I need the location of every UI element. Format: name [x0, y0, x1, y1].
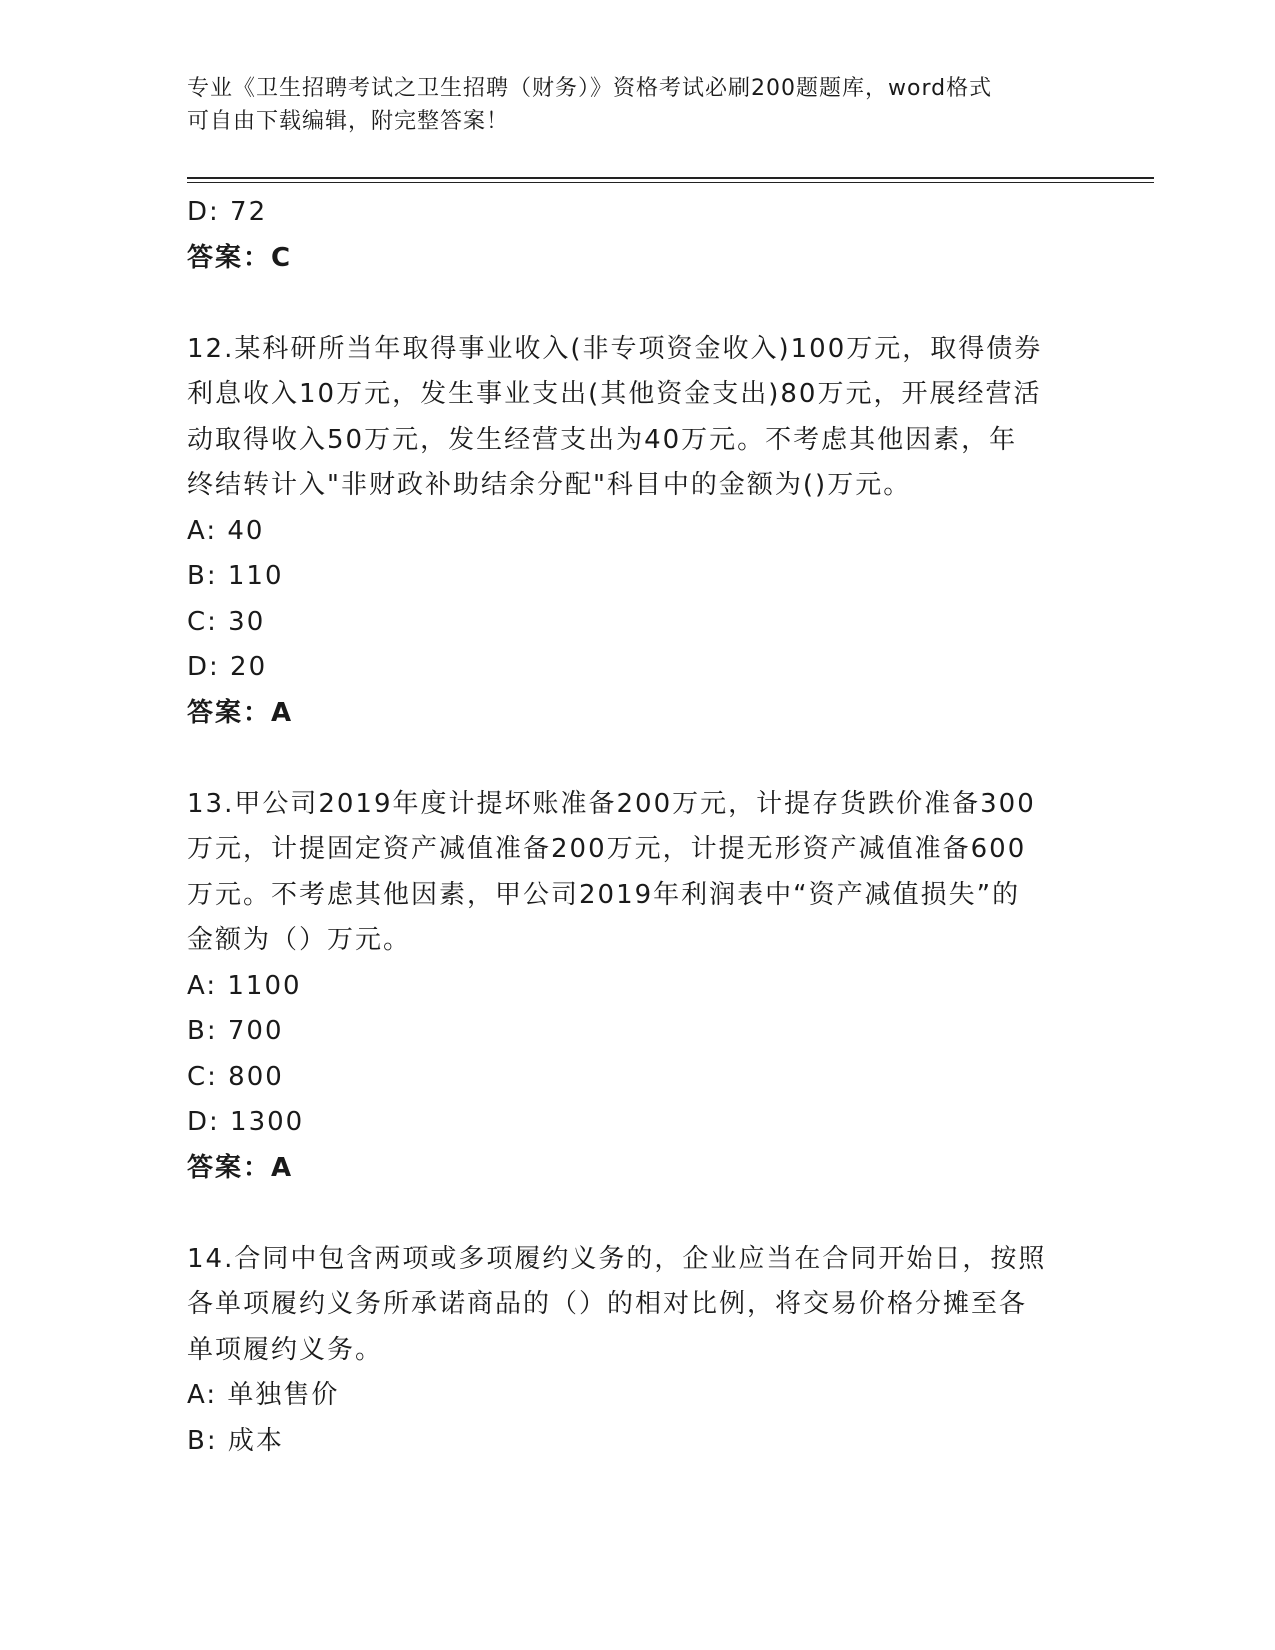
header-line-2: 可自由下载编辑，附完整答案！ — [187, 109, 510, 134]
previous-question-tail — [187, 190, 1087, 281]
option-b: B: 110 — [187, 561, 284, 591]
option-b: B: 成本 — [187, 1425, 284, 1456]
answer: 答案：A — [187, 1152, 294, 1183]
option-b: B: 700 — [187, 1016, 284, 1046]
option-c: C: 800 — [187, 1061, 284, 1092]
question-text-line: 利息收入10万元，发生事业支出(其他资金支出)80万元，开展经营活 — [187, 379, 1042, 409]
option-a: A: 40 — [187, 515, 265, 546]
answer: 答案：C — [187, 242, 293, 273]
page-header — [187, 72, 1067, 138]
question-text-line: 14.合同中包含两项或多项履约义务的，企业应当在合同开始日，按照 — [187, 1243, 1047, 1274]
option-d: D: 1300 — [187, 1107, 305, 1137]
header-rule-thick — [187, 177, 1154, 179]
question-text-line: 各单项履约义务所承诺商品的（）的相对比例，将交易价格分摊至各 — [187, 1289, 1028, 1319]
option-d: D: 72 — [187, 197, 268, 227]
question-text-line: 单项履约义务。 — [187, 1334, 384, 1365]
option-d: D: 20 — [187, 652, 268, 682]
question-text-line: 终结转计入"非财政补助结余分配"科目中的金额为()万元。 — [187, 470, 912, 500]
option-a: A: 1100 — [187, 970, 302, 1001]
answer: 答案：A — [187, 697, 294, 728]
question-text-line: 万元。不考虑其他因素，甲公司2019年利润表中“资产减值损失”的 — [187, 879, 1021, 910]
option-c: C: 30 — [187, 606, 266, 637]
header-line-1: 专业《卫生招聘考试之卫生招聘（财务）》资格考试必刷200题题库，word格式 — [187, 76, 993, 101]
question-text-line: 金额为（）万元。 — [187, 925, 412, 955]
question-text-line: 万元，计提固定资产减值准备200万元，计提无形资产减值准备600 — [187, 834, 1027, 864]
question-content — [187, 190, 1087, 1464]
question-14 — [187, 1237, 1087, 1465]
question-13 — [187, 782, 1087, 1192]
option-a: A: 单独售价 — [187, 1380, 340, 1410]
question-text-line: 动取得收入50万元，发生经营支出为40万元。不考虑其他因素，年 — [187, 424, 1018, 455]
question-text-line: 12.某科研所当年取得事业收入(非专项资金收入)100万元，取得债券 — [187, 333, 1043, 364]
header-rule-thin — [187, 182, 1154, 183]
question-text-line: 13.甲公司2019年度计提坏账准备200万元，计提存货跌价准备300 — [187, 788, 1036, 819]
question-12 — [187, 327, 1087, 737]
